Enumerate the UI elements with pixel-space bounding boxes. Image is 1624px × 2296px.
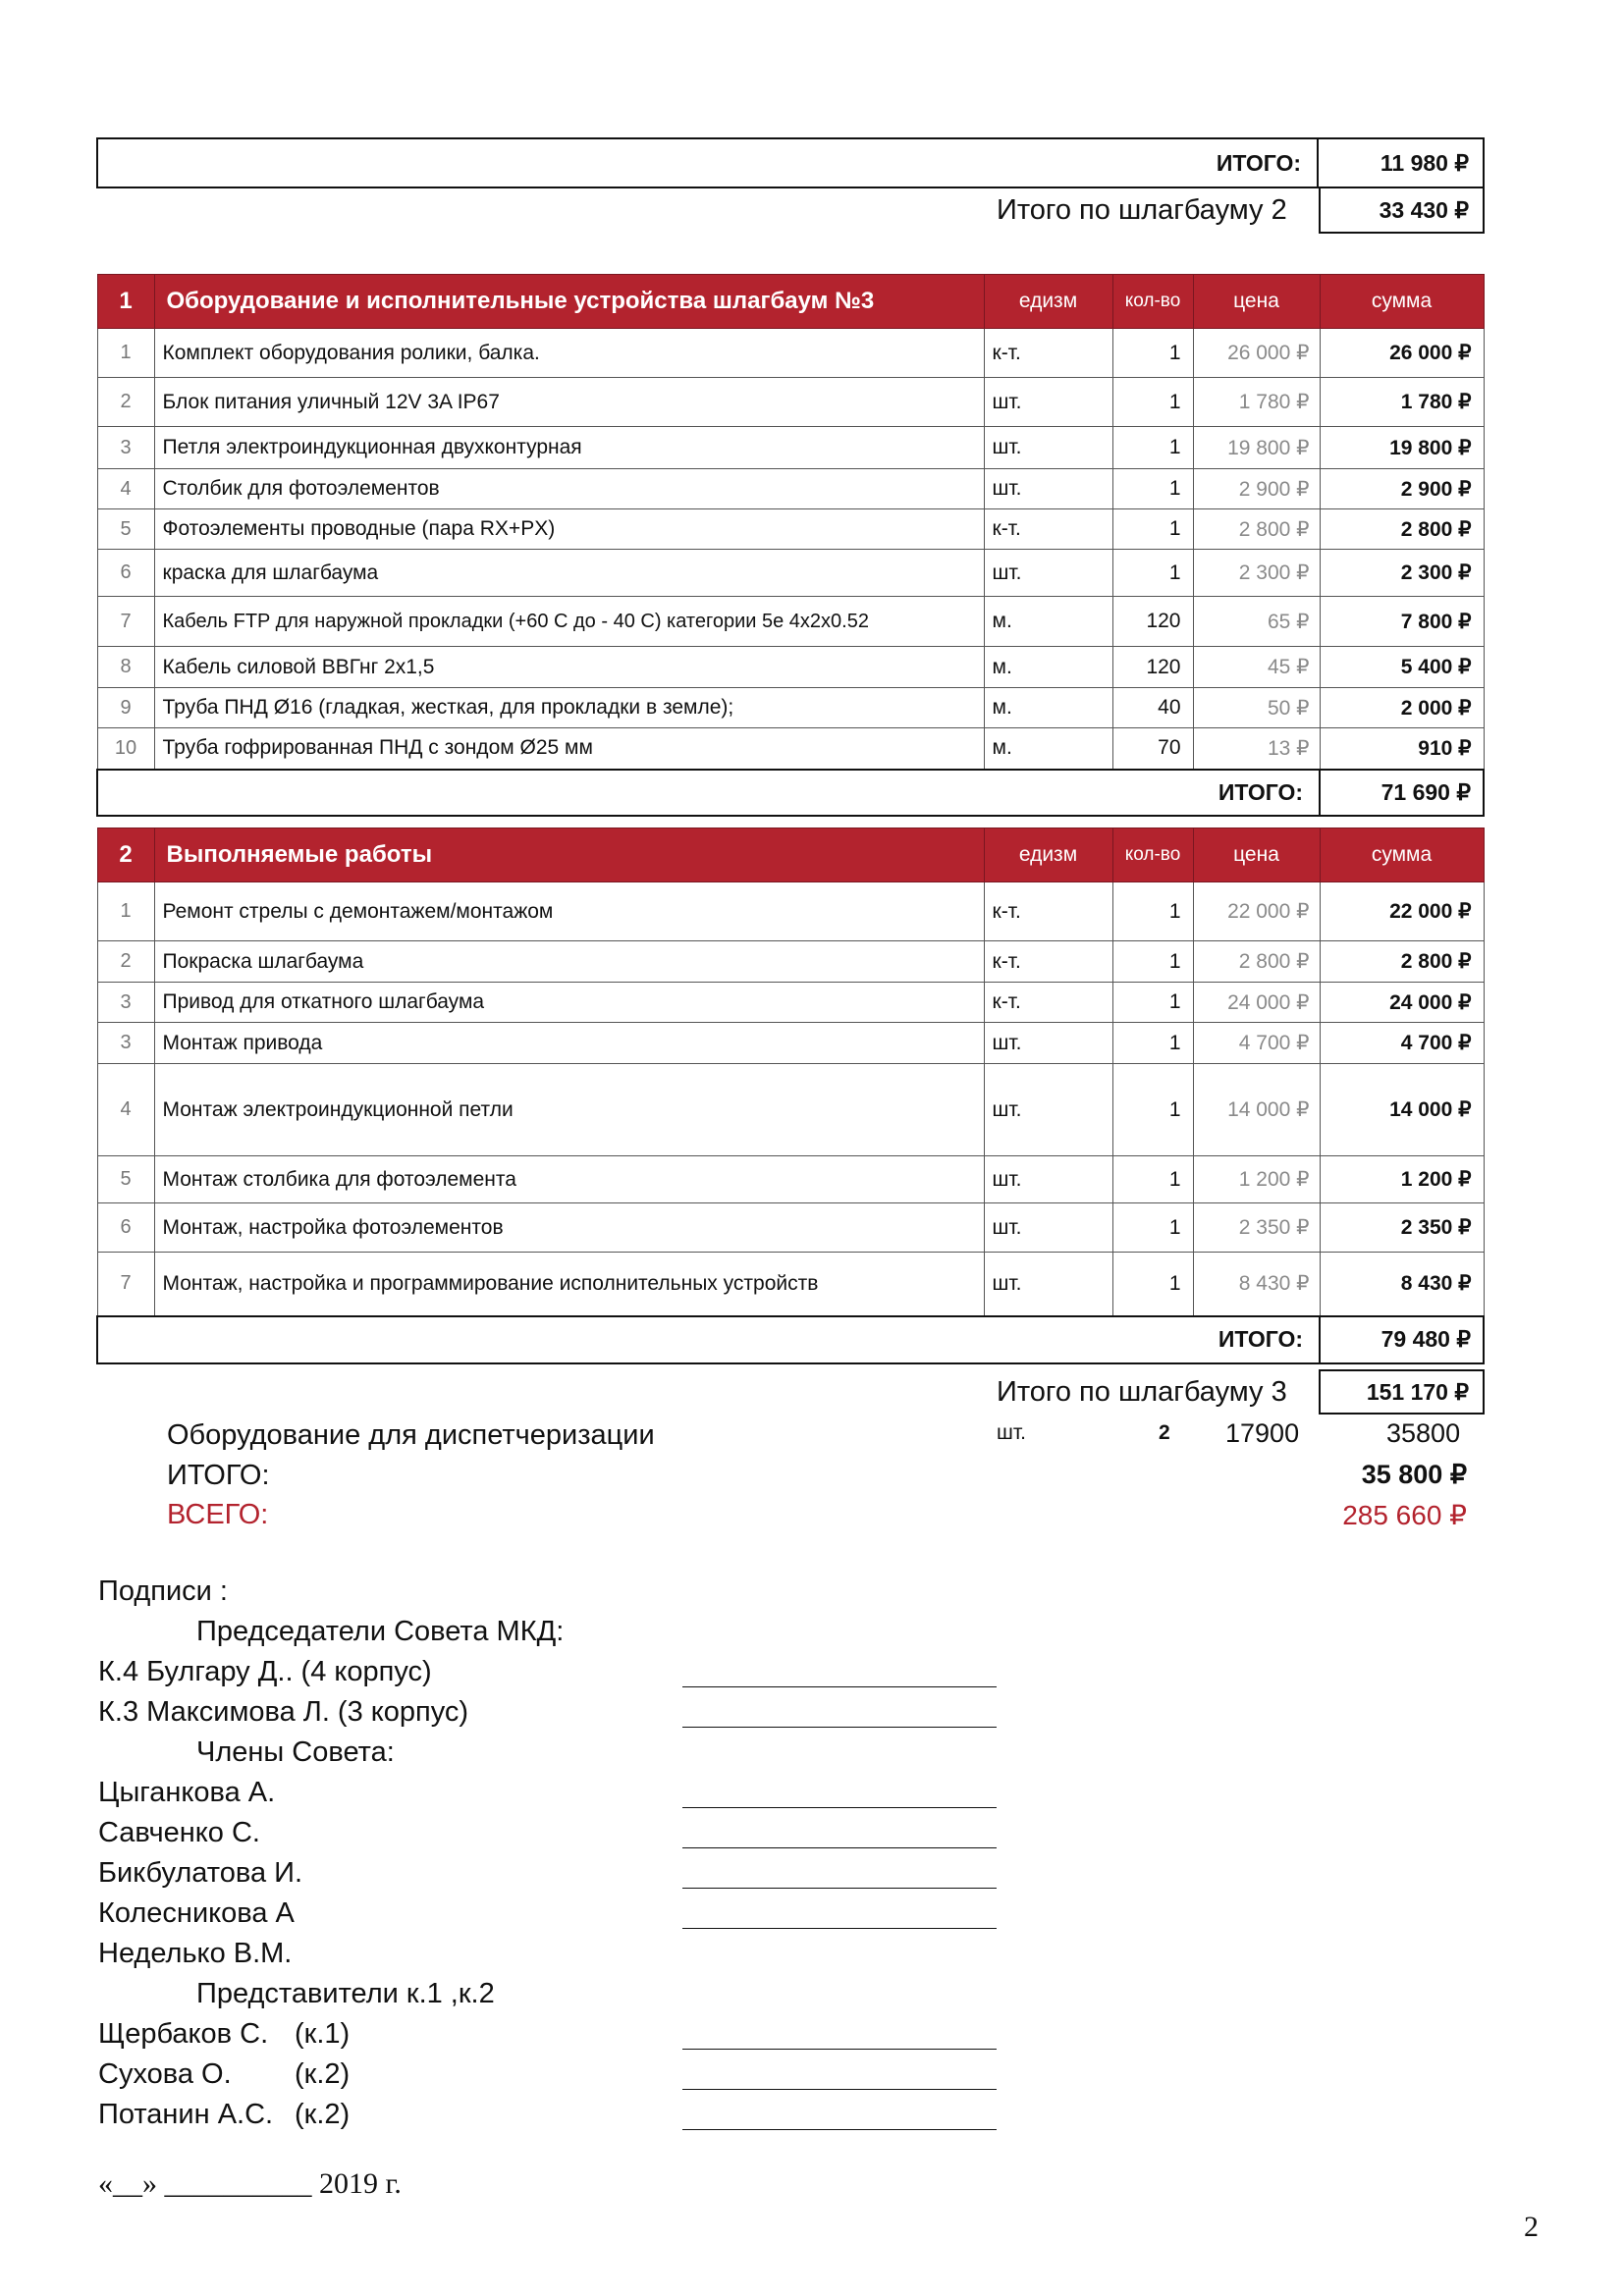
barrier3-label: Итого по шлагбауму 3: [997, 1376, 1287, 1408]
row-sum: 1 780 ₽: [1320, 378, 1484, 427]
row-price: 2 300 ₽: [1193, 550, 1320, 597]
table-row: [97, 983, 1484, 1023]
row-unit: шт.: [984, 550, 1112, 597]
row-unit: к-т.: [984, 983, 1112, 1023]
table-row: [97, 550, 1484, 597]
reps-heading: Представители к.1 ,к.2: [196, 1978, 495, 2009]
section2-col-sum: сумма: [1320, 828, 1484, 882]
dispatch-sum: 35800: [1386, 1418, 1461, 1448]
row-unit: м.: [984, 647, 1112, 688]
row-name: Кабель силовой ВВГнг 2x1,5: [154, 647, 984, 688]
member3-signature-line: [682, 1888, 997, 1889]
row-sum: 24 000 ₽: [1320, 983, 1484, 1023]
dispatch-total-label: ИТОГО:: [167, 1460, 270, 1491]
row-qty: 1: [1112, 550, 1193, 597]
row-number: 1: [97, 329, 154, 378]
row-name: Блок питания уличный 12V 3A IP67: [154, 378, 984, 427]
table-row: [97, 647, 1484, 688]
row-name: Монтаж, настройка и программирование исполнительных устройств: [154, 1253, 984, 1316]
table-row: [97, 1203, 1484, 1253]
row-name: Комплект оборудования ролики, балка.: [154, 329, 984, 378]
section1-total-label: ИТОГО:: [97, 770, 1320, 816]
top-itogo-value: 11 980 ₽: [1318, 138, 1484, 187]
section2-total-label: ИТОГО:: [97, 1316, 1320, 1363]
table-row: [97, 688, 1484, 728]
section2-number: 2: [97, 828, 154, 882]
row-unit: м.: [984, 688, 1112, 728]
row-number: 2: [97, 941, 154, 983]
row-qty: 1: [1112, 509, 1193, 550]
row-qty: 1: [1112, 1156, 1193, 1203]
row-name: Привод для откатного шлагбаума: [154, 983, 984, 1023]
row-sum: 4 700 ₽: [1320, 1023, 1484, 1064]
section1-number: 1: [97, 275, 154, 329]
row-price: 24 000 ₽: [1193, 983, 1320, 1023]
dispatch-total-value: 35 800 ₽: [1361, 1460, 1467, 1489]
row-number: 4: [97, 1064, 154, 1156]
row-sum: 19 800 ₽: [1320, 427, 1484, 469]
rep1-building: (к.1): [295, 2018, 351, 2050]
row-qty: 1: [1112, 1203, 1193, 1253]
row-unit: к-т.: [984, 941, 1112, 983]
row-price: 2 350 ₽: [1193, 1203, 1320, 1253]
row-sum: 2 350 ₽: [1320, 1203, 1484, 1253]
member4-signature-line: [682, 1928, 997, 1929]
table-row: [97, 329, 1484, 378]
row-qty: 1: [1112, 941, 1193, 983]
chair2-signature-line: [682, 1727, 997, 1728]
row-sum: 2 800 ₽: [1320, 509, 1484, 550]
section1-col-unit: едизм: [984, 275, 1112, 329]
row-sum: 2 300 ₽: [1320, 550, 1484, 597]
row-price: 13 ₽: [1193, 728, 1320, 770]
table-row: [97, 1156, 1484, 1203]
section2-total-value: 79 480 ₽: [1320, 1316, 1484, 1363]
row-unit: шт.: [984, 1156, 1112, 1203]
row-sum: 5 400 ₽: [1320, 647, 1484, 688]
row-number: 5: [97, 1156, 154, 1203]
row-unit: шт.: [984, 427, 1112, 469]
row-number: 10: [97, 728, 154, 770]
top-itogo-label: ИТОГО:: [97, 138, 1318, 187]
row-qty: 1: [1112, 427, 1193, 469]
row-unit: к-т.: [984, 329, 1112, 378]
row-unit: шт.: [984, 1253, 1112, 1316]
section1-col-qty: кол-во: [1112, 275, 1193, 329]
barrier3-value: 151 170 ₽: [1366, 1379, 1469, 1405]
row-price: 50 ₽: [1193, 688, 1320, 728]
row-number: 6: [97, 1203, 154, 1253]
table-row: [97, 597, 1484, 647]
signatures-heading: Подписи :: [98, 1575, 228, 1607]
dispatch-price: 17900: [1225, 1418, 1300, 1448]
row-unit: к-т.: [984, 509, 1112, 550]
rep1-name: Щербаков С.: [98, 2018, 269, 2050]
row-name: Труба ПНД Ø16 (гладкая, жесткая, для прокладки в земле);: [154, 688, 984, 728]
member5-name: Неделько В.М.: [98, 1938, 293, 1969]
member2-signature-line: [682, 1847, 997, 1848]
table-row: [97, 728, 1484, 770]
chairs-heading: Председатели Совета МКД:: [196, 1616, 565, 1647]
row-price: 45 ₽: [1193, 647, 1320, 688]
members-heading: Члены Совета:: [196, 1736, 395, 1768]
row-price: 26 000 ₽: [1193, 329, 1320, 378]
section1-title: Оборудование и исполнительные устройства шлагбаум №3: [154, 275, 984, 329]
member1-name: Цыганкова А.: [98, 1777, 276, 1808]
row-qty: 1: [1112, 1253, 1193, 1316]
row-price: 22 000 ₽: [1193, 882, 1320, 941]
row-number: 3: [97, 427, 154, 469]
row-price: 1 780 ₽: [1193, 378, 1320, 427]
grand-total-label: ВСЕГО:: [167, 1499, 269, 1530]
barrier2-label: Итого по шлагбауму 2: [997, 194, 1287, 226]
row-sum: 22 000 ₽: [1320, 882, 1484, 941]
row-number: 3: [97, 1023, 154, 1064]
section1-col-sum: сумма: [1320, 275, 1484, 329]
row-price: 2 800 ₽: [1193, 509, 1320, 550]
row-name: Ремонт стрелы с демонтажем/монтажом: [154, 882, 984, 941]
rep3-building: (к.2): [295, 2099, 351, 2130]
row-sum: 2 900 ₽: [1320, 469, 1484, 509]
row-unit: шт.: [984, 378, 1112, 427]
row-unit: шт.: [984, 1064, 1112, 1156]
row-price: 2 900 ₽: [1193, 469, 1320, 509]
row-sum: 1 200 ₽: [1320, 1156, 1484, 1203]
row-price: 14 000 ₽: [1193, 1064, 1320, 1156]
member3-name: Бикбулатова И.: [98, 1857, 303, 1889]
member2-name: Савченко С.: [98, 1817, 260, 1848]
row-unit: м.: [984, 597, 1112, 647]
chair1-name: К.4 Булгару Д.. (4 корпус): [98, 1656, 432, 1687]
row-price: 2 800 ₽: [1193, 941, 1320, 983]
row-qty: 1: [1112, 1023, 1193, 1064]
row-number: 7: [97, 597, 154, 647]
row-number: 2: [97, 378, 154, 427]
row-name: Монтаж привода: [154, 1023, 984, 1064]
row-sum: 26 000 ₽: [1320, 329, 1484, 378]
chair1-signature-line: [682, 1686, 997, 1687]
section2-col-unit: едизм: [984, 828, 1112, 882]
barrier2-value-box: [1319, 187, 1485, 234]
table-row: [97, 1253, 1484, 1316]
table-row: [97, 941, 1484, 983]
row-name: Монтаж электроиндукционной петли: [154, 1064, 984, 1156]
row-name: Столбик для фотоэлементов: [154, 469, 984, 509]
row-sum: 2 800 ₽: [1320, 941, 1484, 983]
chair2-name: К.3 Максимова Л. (3 корпус): [98, 1696, 469, 1728]
barrier2-value: 33 430 ₽: [1379, 197, 1469, 223]
row-name: Кабель FTP для наружной прокладки (+60 С до - 40 С) категории 5е 4x2x0.52: [154, 597, 984, 647]
row-number: 5: [97, 509, 154, 550]
row-number: 9: [97, 688, 154, 728]
row-number: 7: [97, 1253, 154, 1316]
date-line: «__» __________ 2019 г.: [98, 2167, 402, 2200]
row-sum: 14 000 ₽: [1320, 1064, 1484, 1156]
table-row: [97, 509, 1484, 550]
row-qty: 1: [1112, 378, 1193, 427]
section2-col-price: цена: [1193, 828, 1320, 882]
row-price: 19 800 ₽: [1193, 427, 1320, 469]
member1-signature-line: [682, 1807, 997, 1808]
row-price: 4 700 ₽: [1193, 1023, 1320, 1064]
table-row: [97, 882, 1484, 941]
row-number: 6: [97, 550, 154, 597]
section2-table: [96, 828, 1485, 1364]
row-name: Монтаж столбика для фотоэлемента: [154, 1156, 984, 1203]
row-qty: 1: [1112, 882, 1193, 941]
section1-total-value: 71 690 ₽: [1320, 770, 1484, 816]
row-number: 8: [97, 647, 154, 688]
rep2-signature-line: [682, 2089, 997, 2090]
row-sum: 7 800 ₽: [1320, 597, 1484, 647]
row-sum: 910 ₽: [1320, 728, 1484, 770]
top-total-table: [96, 137, 1485, 188]
rep1-signature-line: [682, 2049, 997, 2050]
row-qty: 70: [1112, 728, 1193, 770]
table-row: [97, 469, 1484, 509]
row-name: Фотоэлементы проводные (пара RX+PX): [154, 509, 984, 550]
row-number: 1: [97, 882, 154, 941]
row-qty: 1: [1112, 329, 1193, 378]
rep2-name: Сухова О.: [98, 2058, 232, 2090]
dispatch-qty: 2: [1159, 1421, 1170, 1444]
table-row: [97, 1023, 1484, 1064]
section1-col-price: цена: [1193, 275, 1320, 329]
rep3-signature-line: [682, 2129, 997, 2130]
grand-total-value: 285 660 ₽: [1342, 1500, 1467, 1530]
dispatch-unit: шт.: [997, 1421, 1026, 1444]
row-qty: 120: [1112, 597, 1193, 647]
table-row: [97, 1064, 1484, 1156]
row-sum: 2 000 ₽: [1320, 688, 1484, 728]
row-price: 8 430 ₽: [1193, 1253, 1320, 1316]
row-unit: шт.: [984, 469, 1112, 509]
row-qty: 1: [1112, 469, 1193, 509]
row-name: Труба гофрированная ПНД с зондом Ø25 мм: [154, 728, 984, 770]
table-row: [97, 427, 1484, 469]
row-unit: шт.: [984, 1203, 1112, 1253]
member4-name: Колесникова А: [98, 1897, 295, 1929]
section1-table: [96, 274, 1485, 817]
table-row: [97, 378, 1484, 427]
row-price: 1 200 ₽: [1193, 1156, 1320, 1203]
row-price: 65 ₽: [1193, 597, 1320, 647]
row-unit: шт.: [984, 1023, 1112, 1064]
row-qty: 1: [1112, 983, 1193, 1023]
rep3-name: Потанин А.С.: [98, 2099, 274, 2130]
row-number: 4: [97, 469, 154, 509]
row-name: Петля электроиндукционная двухконтурная: [154, 427, 984, 469]
row-qty: 120: [1112, 647, 1193, 688]
row-name: Монтаж, настройка фотоэлементов: [154, 1203, 984, 1253]
row-name: краска для шлагбаума: [154, 550, 984, 597]
page-number: 2: [1524, 2211, 1539, 2243]
row-name: Покраска шлагбаума: [154, 941, 984, 983]
section2-col-qty: кол-во: [1112, 828, 1193, 882]
section2-title: Выполняемые работы: [154, 828, 984, 882]
row-sum: 8 430 ₽: [1320, 1253, 1484, 1316]
rep2-building: (к.2): [295, 2058, 351, 2090]
row-qty: 1: [1112, 1064, 1193, 1156]
dispatch-name: Оборудование для диспетчеризации: [167, 1419, 655, 1451]
row-unit: м.: [984, 728, 1112, 770]
row-qty: 40: [1112, 688, 1193, 728]
row-number: 3: [97, 983, 154, 1023]
barrier3-value-box: [1319, 1369, 1485, 1415]
row-unit: к-т.: [984, 882, 1112, 941]
